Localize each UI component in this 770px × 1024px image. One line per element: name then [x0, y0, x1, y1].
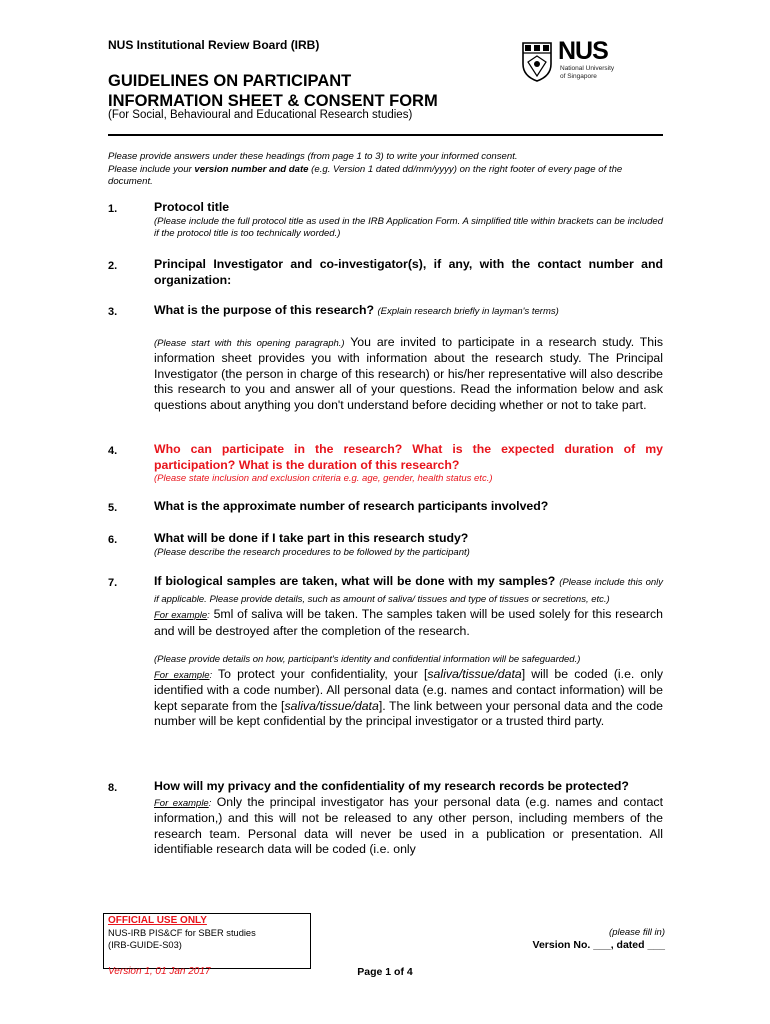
section-8-question: How will my privacy and the confidentiality of my research records be protected? — [154, 779, 629, 793]
document-title — [108, 71, 438, 111]
section-6-note: (Please describe the research procedures to be followed by the participant) — [154, 546, 470, 558]
section-6 — [154, 531, 663, 559]
nus-crest-icon — [520, 40, 554, 82]
irb-header: NUS Institutional Review Board (IRB) — [108, 38, 320, 52]
section-1-number: 1. — [108, 203, 118, 215]
section-7-number: 7. — [108, 577, 118, 589]
document-subtitle: (For Social, Behavioural and Educational Research studies) — [108, 109, 413, 121]
section-4-note: (Please state inclusion and exclusion criteria e.g. age, gender, health status etc.) — [154, 473, 493, 484]
logo-wordmark: NUS — [558, 37, 608, 65]
title-line1: GUIDELINES ON PARTICIPANT — [108, 72, 352, 90]
title-line2: INFORMATION SHEET & CONSENT FORM — [108, 92, 438, 110]
section-7-example2-c: ]. The link between your personal data and the code number will be kept confidential by the principal investigator or a trusted third party. — [154, 698, 663, 728]
section-7-heading — [154, 574, 663, 607]
logo-subtext — [560, 65, 614, 80]
section-4 — [154, 442, 663, 486]
intro-line1: Please provide answers under these headings (from page 1 to 3) to write your informed consent. — [108, 151, 518, 162]
section-7-example2-a: To protect your confidentiality, your [ — [218, 666, 428, 681]
section-7-example1-text: 5ml of saliva will be taken. The samples taken will be used solely for this research and will be destroyed after the completion of the research. — [154, 607, 663, 638]
section-3-para-text: You are invited to participate in a research study. This information sheet provides you with information about the research study. The Principal Investigator (the person in charge of this research) or his/her representative will also describe this research to you and answer all of your questions. Read the information below and ask questions about anything you don't understand before deciding whether or not to take part. — [154, 334, 663, 412]
section-8-number: 8. — [108, 782, 118, 794]
nus-logo — [520, 37, 630, 84]
footer-version-number: Version No. ___, dated ___ — [532, 939, 665, 951]
section-8 — [154, 779, 663, 858]
section-7-example1: For example: 5ml of saliva will be taken. The samples taken will be used solely for this research and will be destroyed after the completion of the research. — [154, 607, 663, 638]
intro-instructions — [108, 151, 663, 189]
official-use-box — [103, 913, 311, 969]
section-8-example-label: For example — [154, 797, 209, 809]
title-divider — [108, 134, 663, 136]
section-7-example2-i2: saliva/tissue/data — [284, 698, 379, 713]
section-7-note2: (Please provide details on how, participant's identity and confidential information will be safeguarded.) — [154, 654, 581, 665]
section-1-note: (Please include the full protocol title as used in the IRB Application Form. A simplified title within brackets can be included if the protocol title is too technically worded.) — [154, 215, 663, 239]
section-8-example-text: Only the principal investigator has your personal data (e.g. names and contact information,) and this will not be released to any other person, including members of the research team. Personal data will never be used in a publication or presentation. All identifiable research data will be coded (i.e. only — [154, 794, 663, 856]
section-4-number: 4. — [108, 445, 118, 457]
section-7-example2: For example: To protect your confidentiality, your [saliva/tissue/data] will be coded (i.e. only identified with a code number). All personal data (e.g. names and contact information) will be kept separate from the [saliva/tissue/data]. The link between your personal data and the code number will be kept confidential by the principal investigator or a trusted third party. — [154, 666, 663, 728]
intro-line2-pre: Please include your — [108, 163, 195, 175]
section-3-inline-note: (Explain research briefly in layman's terms) — [377, 306, 559, 317]
section-5-question: What is the approximate number of research participants involved? — [154, 499, 549, 513]
section-7 — [154, 574, 663, 730]
section-2-number: 2. — [108, 260, 118, 272]
section-7-inline-note: (Please include this only if applicable. Please provide details, such as amount of saliva/ tissues and type of tissues or secretions, etc.) — [154, 577, 664, 605]
section-3 — [154, 303, 663, 413]
section-7-example2-i1: saliva/tissue/data — [427, 666, 522, 681]
intro-line2-post: (e.g. Version 1 dated dd/mm/yyyy) on the right footer of every page of the document. — [108, 163, 623, 187]
section-6-question: What will be done if I take part in this research study? — [154, 531, 469, 545]
section-3-heading — [154, 303, 663, 320]
section-6-number: 6. — [108, 534, 118, 546]
logo-subtext-line1: National University — [560, 65, 615, 72]
section-3-para-note: (Please start with this opening paragraph.) — [154, 337, 345, 349]
section-3-question: What is the purpose of this research? — [154, 303, 375, 317]
official-doc-code: (IRB-GUIDE-S03) — [108, 940, 182, 950]
section-2 — [154, 257, 663, 288]
section-7-example2-label: For example — [154, 669, 210, 681]
intro-line2-bold: version number and date — [194, 163, 309, 175]
section-5-number: 5. — [108, 502, 118, 514]
section-1 — [154, 200, 663, 241]
logo-subtext-line2: of Singapore — [560, 72, 597, 80]
section-2-question: Principal Investigator and co-investigator(s), if any, with the contact number and organization: — [154, 257, 663, 287]
footer-version-date: Version 1, 01 Jan 2017 — [108, 966, 211, 977]
section-5 — [154, 499, 663, 515]
section-1-question: Protocol title — [154, 200, 230, 214]
section-4-question: Who can participate in the research? What is the expected duration of my participation? What is the duration of this research? — [154, 442, 663, 472]
section-7-example1-label: For example — [154, 610, 208, 621]
section-7-question: If biological samples are taken, what will be done with my samples? — [154, 574, 556, 588]
footer-fill-in: (please fill in) — [609, 927, 665, 938]
section-8-example: For example: Only the principal investigator has your personal data (e.g. names and contact information,) and this will not be released to any other person, including members of the research team. Personal data will never be used in a publication or presentation. All identifiable research data will be coded (i.e. only — [154, 794, 663, 856]
official-doc-name: NUS-IRB PIS&CF for SBER studies — [108, 928, 256, 938]
footer-page-number: Page 1 of 4 — [357, 966, 413, 978]
official-use-title: OFFICIAL USE ONLY — [108, 915, 207, 926]
section-3-paragraph — [154, 335, 663, 414]
section-3-number: 3. — [108, 306, 118, 318]
section-7-example2-b: ] will be coded (i.e. only identified with a code number). All personal data (e.g. names and contact information) will be kept separate from the [ — [154, 666, 663, 713]
